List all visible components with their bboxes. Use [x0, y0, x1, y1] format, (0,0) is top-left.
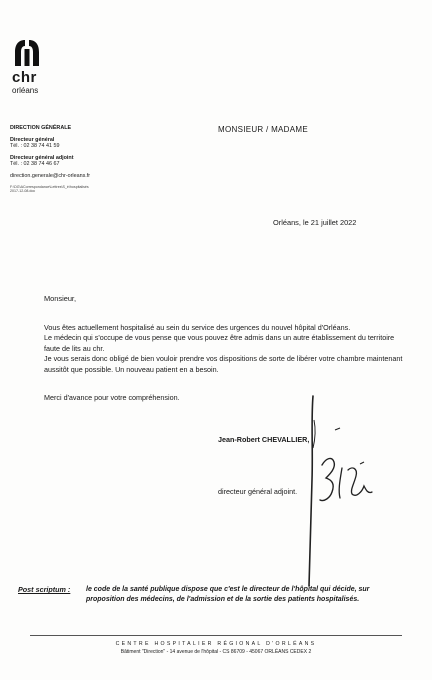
letter-date: Orléans, le 21 juillet 2022 [273, 218, 357, 227]
logo-wordmark: chr [12, 69, 37, 86]
footer-divider [30, 635, 402, 636]
body-paragraph: Je vous serais donc obligé de bien vouloir prendre vos dispositions de sorte de libérer votre chambre maintenant aussitôt que possible. Un nouveau patient en a besoin. [44, 354, 403, 374]
sender-email: direction.generale@chr-orleans.fr [10, 172, 91, 179]
sender-block [10, 125, 170, 193]
deputy-phone: Tél. : 02 38 74 46 67 [10, 161, 60, 168]
director-phone: Tél. : 02 38 74 41 59 [10, 143, 60, 150]
postscript-text: le code de la santé publique dispose que c'est le directeur de l'hôpital qui décide, sur proposition des médecins, de l'admission et de la sortie des patients hospitalisés. [86, 586, 370, 603]
file-reference-date: 2017-12-08.doc [10, 188, 36, 193]
sender-department: DIRECTION GÉNÉRALE [10, 125, 72, 131]
footer-address: Bâtiment "Direction" - 14 avenue de l'hôpital - CS 86709 - 45067 ORLÉANS CEDEX 2 [120, 649, 312, 655]
director-label: Directeur général [10, 136, 55, 143]
file-reference: F:\DG\ACorrespondance\Lettres\S_è\hospitalisés [10, 184, 89, 189]
chr-logo-icon [12, 38, 42, 68]
recipient: MONSIEUR / MADAME [218, 125, 308, 134]
deputy-label: Directeur général adjoint [10, 154, 74, 161]
footer-institution: CENTRE HOSPITALIER RÉGIONAL D'ORLÉANS [115, 641, 317, 647]
handwritten-signature [280, 390, 420, 590]
letter-body [44, 323, 404, 375]
closing: Merci d'avance pour votre compréhension. [44, 393, 180, 402]
body-paragraph: Le médecin qui s'occupe de vous pense que vous pouvez être admis dans un autre établissement du territoire faute de lits au chr. [44, 333, 395, 353]
signer-title: directeur général adjoint. [218, 487, 298, 496]
body-paragraph: Vous êtes actuellement hospitalisé au sein du service des urgences du nouvel hôpital d'Orléans. [44, 323, 351, 332]
salutation: Monsieur, [44, 294, 77, 303]
signer-name: Jean-Robert CHEVALLIER, [218, 435, 310, 444]
postscript-label: Post scriptum : [18, 585, 71, 594]
logo-city: orléans [12, 86, 39, 95]
